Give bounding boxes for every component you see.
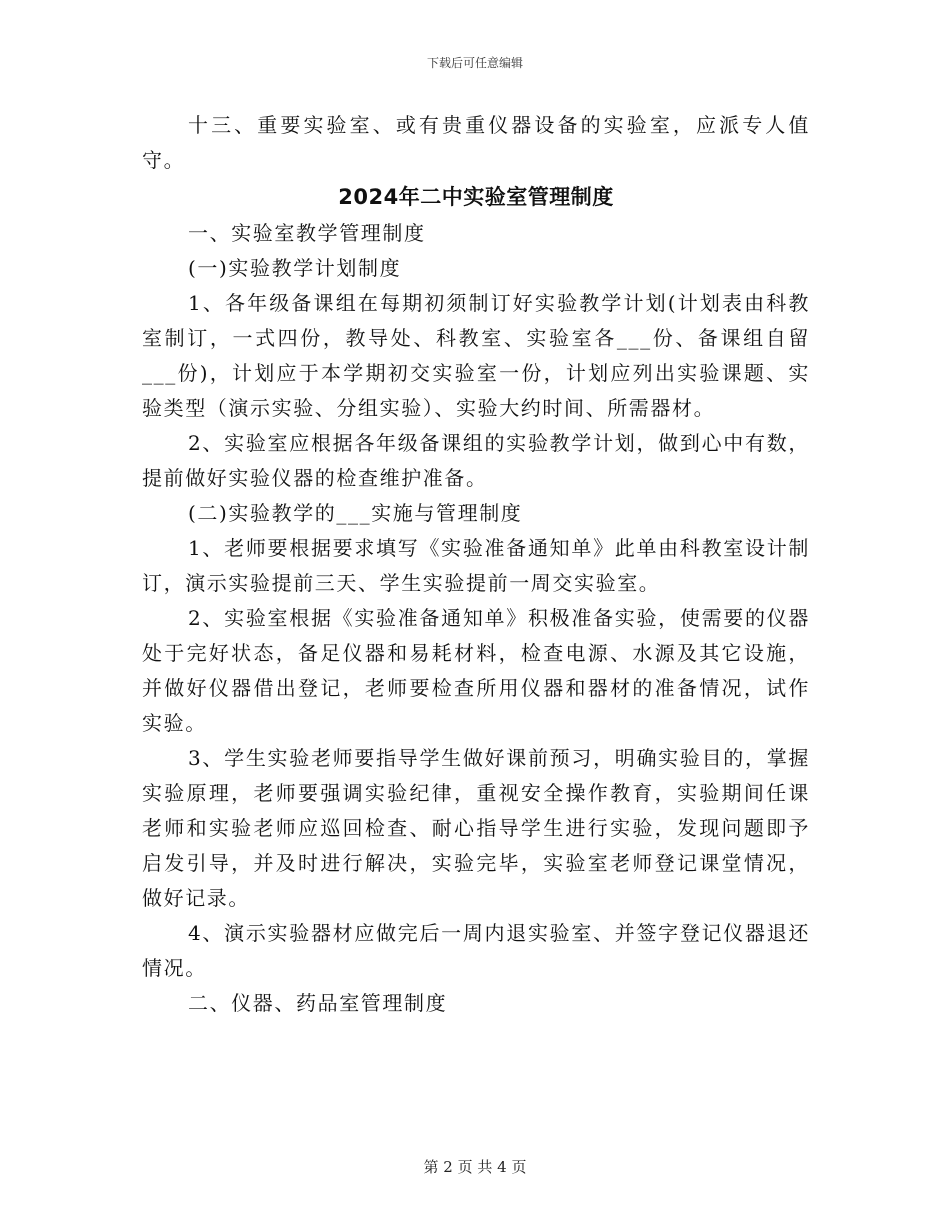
paragraph-plan-1: 1、各年级备课组在每期初须制订好实验教学计划(计划表由科教室制订，一式四份，教导处、科教室、实验室各___份、备课组自留___份)，计划应于本学期初交实验室一份，计划应列出实验课题、实验类型（演示实验、分组实验）、实验大约时间、所需器材。	[142, 291, 810, 420]
section-heading-1: 一、实验室教学管理制度	[188, 221, 426, 245]
document-body	[142, 108, 810, 1021]
paragraph-impl-4: 4、演示实验器材应做完后一周内退实验室、并签字登记仪器退还情况。	[142, 921, 810, 980]
document-title: 2024年二中实验室管理制度	[338, 185, 614, 209]
paragraph-impl-3: 3、学生实验老师要指导学生做好课前预习，明确实验目的，掌握实验原理，老师要强调实验纪律，重视安全操作教育，实验期间任课老师和实验老师应巡回检查、耐心指导学生进行实验，发现问题即予启发引导，并及时进行解决，实验完毕，实验室老师登记课堂情况，做好记录。	[142, 746, 810, 910]
paragraph-plan-2: 2、实验室应根据各年级备课组的实验教学计划，做到心中有数，提前做好实验仪器的检查维护准备。	[142, 431, 810, 490]
page-number: 第 2 页 共 4 页	[423, 1158, 527, 1176]
subsection-heading-1: (一)实验教学计划制度	[188, 256, 402, 280]
subsection-heading-2: (二)实验教学的___实施与管理制度	[188, 501, 523, 525]
paragraph-impl-1: 1、老师要根据要求填写《实验准备通知单》此单由科教室设计制订，演示实验提前三天、学生实验提前一周交实验室。	[142, 536, 810, 595]
paragraph-impl-2: 2、实验室根据《实验准备通知单》积极准备实验，使需要的仪器处于完好状态，备足仪器和易耗材料，检查电源、水源及其它设施，并做好仪器借出登记，老师要检查所用仪器和器材的准备情况，试作实验。	[142, 606, 810, 735]
section-heading-2: 二、仪器、药品室管理制度	[188, 991, 448, 1015]
intro-paragraph: 十三、重要实验室、或有贵重仪器设备的实验室，应派专人值守。	[142, 113, 810, 172]
page-header: 下载后可任意编辑	[426, 56, 523, 70]
